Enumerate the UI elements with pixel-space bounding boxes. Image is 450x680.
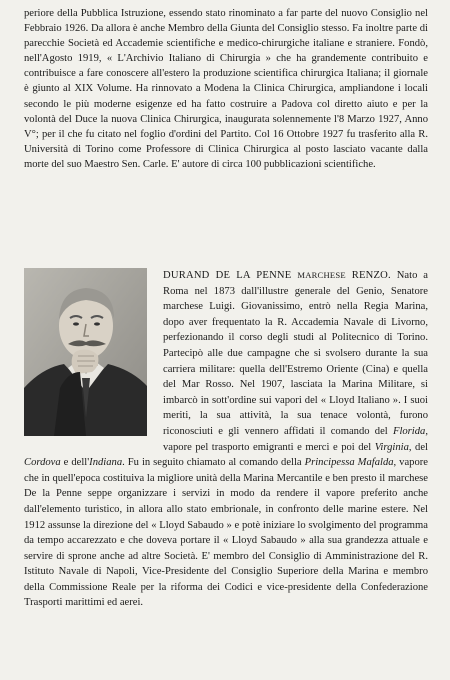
previous-biography-continuation bbox=[24, 6, 428, 172]
portrait-photo bbox=[24, 268, 147, 436]
ship-name-virginia: Virginia bbox=[374, 441, 409, 453]
ship-name-florida: Florida bbox=[392, 425, 426, 437]
bio-text-6: , vapore che in quell'epoca costituiva la migliore unità della Marina Mercantile e ben presto il marchese De la Penne seppe organizzare i servizi in modo da rendere il vapore preferito anche dall'elemento turistico, in allora allo stato embrionale, in confronto delle marine estere. Nel 1912 assunse la direzione del « Lloyd Sabaudo » e potè iniziare lo svolgimento del programma da tempo accarezzato e che doveva portare il « Lloyd Sabaudo » alla sua grandezza attuale e servire di sprone anche ad altre Società. E' membro del Consiglio di Amministrazione del R. Istituto Navale di Napoli, Vice-Presidente del Consiglio Superiore della Marina e membro della Commissione Reale per la riforma dei Codici e vice-presidente della Confederazione Trasporti marittimi ed aerei. bbox=[24, 457, 429, 609]
ship-name-cordova: Cordova bbox=[24, 457, 61, 469]
subject-name: DURAND DE LA PENNE bbox=[163, 270, 292, 281]
bio-text-1: Nato a Roma nel 1873 dall'illustre generale del Genio, Senatore marchese Luigi. Giovanissimo, entrò nella Regia Marina, dopo aver frequentato la R. Accademia Navale di Livorno, perfezionando il corso degli studi al Politecnico di Torino. Partecipò alle due campagne che si svolsero durante la sua carriera militare: quella dell'Estremo Oriente (Cina) e quella del Mar Rosso. Nel 1907, lasciata la Marina Militare, si imbarcò in sott'ordine sui vapori del « Lloyd Italiano ». I suoi meriti, la sua attività, la sua tenace volontà, furono riconosciuti e gli vennero affidati il comando del bbox=[163, 270, 428, 437]
continuation-paragraph: periore della Pubblica Istruzione, essendo stato rinominato a far parte del nuovo Consiglio nel Febbraio 1926. Da allora è anche Membro della Giunta del Consiglio stesso. Fa inoltre parte di parecchie Società ed Accademie scientifiche e medico-chirurgiche italiane e straniere. Fondò, nell'Agosto 1919, « L'Archivio Italiano di Chirurgia » che ha grandemente contribuito e contribuisce a fare conoscere all'estero la produzione scientifica chirurgica Italiana; il giornale è giunto al XIX Volume. Ha rinnovato a Modena la Clinica Chirurgica, ampliandone i locali secondo le più moderne esigenze ed ha fatto costruire a Padova col diretto aiuto e per la volontà del Duce la nuova Clinica Chirurgica, inaugurata solennemente l'8 Marzo 1927, Anno V°; per il che fu citato nel foglio d'ordini del Partito. Col 16 Ottobre 1927 fu trasferito alla R. Università di Torino come Professore di Clinica Chirurgica al posto lasciato vacante dalla morte del suo Maestro Sen. Carle. E' autore di circa 100 pubblicazioni scientifiche. bbox=[24, 8, 428, 170]
bio-text-4: e dell' bbox=[60, 457, 90, 469]
subject-title: MARCHESE bbox=[297, 270, 346, 280]
bio-text-2: , vapore pel trasporto emigranti e merci e poi del bbox=[163, 425, 428, 453]
biography-durand-de-la-penne bbox=[24, 268, 428, 611]
bio-text-5: . Fu in seguito chiamato al comando della bbox=[122, 457, 305, 469]
subject-first-name: RENZO. bbox=[351, 270, 391, 281]
bio-text-3: , del bbox=[408, 441, 428, 453]
ship-name-principessa-mafalda: Principessa Mafalda bbox=[304, 457, 394, 469]
ship-name-indiana: Indiana bbox=[89, 457, 123, 469]
